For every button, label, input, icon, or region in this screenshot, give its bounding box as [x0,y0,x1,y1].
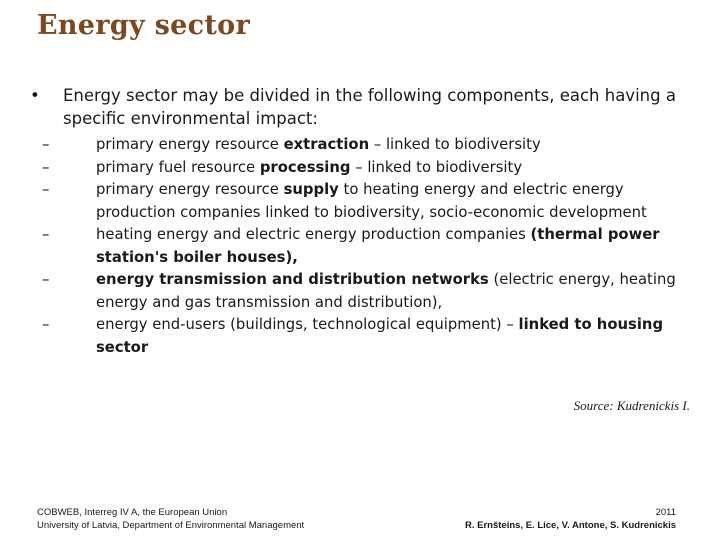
sub-bullet-marker: – [42,158,50,176]
sub-bullet-text: to heating energy and electric energy production companies linked to biodiversity, socio-economic development [96,181,647,221]
sub-bullet-text: (electric energy, heating energy and gas transmission and distribution), [96,271,676,311]
sub-bullet-item [30,269,690,314]
sub-bullet-item [30,134,690,157]
page-title: Energy sector [37,10,251,41]
sub-bullet-text: primary fuel resource [96,158,260,176]
sub-bullet-item [30,314,690,359]
footer-authors: R. Ernšteins, E. Lice, V. Antone, S. Kudrenickis [465,520,676,531]
sub-bullet-text: heating energy and electric energy production companies [96,226,531,243]
sub-bullet-marker: – [42,226,50,243]
sub-bullet-emphasis: extraction [283,136,370,153]
footer-project: COBWEB, Interreg IV A, the European Union [37,507,228,518]
main-bullet-text: Energy sector may be divided in the following components, each having a specific environmental impact: [63,86,676,128]
sub-bullet-marker: – [42,181,50,198]
sub-bullet-emphasis: linked to housing sector [96,316,664,356]
sub-bullet-text: primary energy resource [96,181,284,198]
footer-left [37,506,304,532]
sub-bullet-text: – linked to biodiversity [350,158,523,176]
sub-bullet-marker: – [42,316,50,333]
sub-bullet-text: primary energy resource [96,136,284,153]
sub-bullet-text: energy end-users (buildings, technological equipment) – [96,316,519,333]
footer-year: 2011 [655,507,676,518]
footer-right [465,506,676,532]
sub-bullet-item [30,224,690,269]
sub-bullet-emphasis: supply [283,181,339,198]
sub-bullet-list [30,134,690,359]
sub-bullet-item [30,179,690,224]
sub-bullet-marker: – [42,136,50,153]
slide-content [30,84,690,359]
footer-institution: University of Latvia, Department of Environmental Management [37,520,305,531]
sub-bullet-emphasis: energy transmission and distribution networks [96,271,489,288]
source-citation: Source: Kudrenickis I. [573,398,690,413]
main-bullet [30,84,690,130]
sub-bullet-marker: – [42,271,50,288]
bullet-marker: • [30,86,40,105]
sub-bullet-text: – linked to biodiversity [369,136,541,153]
sub-bullet-emphasis: (thermal power station's boiler houses), [96,226,660,266]
sub-bullet-item [30,157,690,180]
sub-bullet-emphasis: processing [259,158,351,176]
